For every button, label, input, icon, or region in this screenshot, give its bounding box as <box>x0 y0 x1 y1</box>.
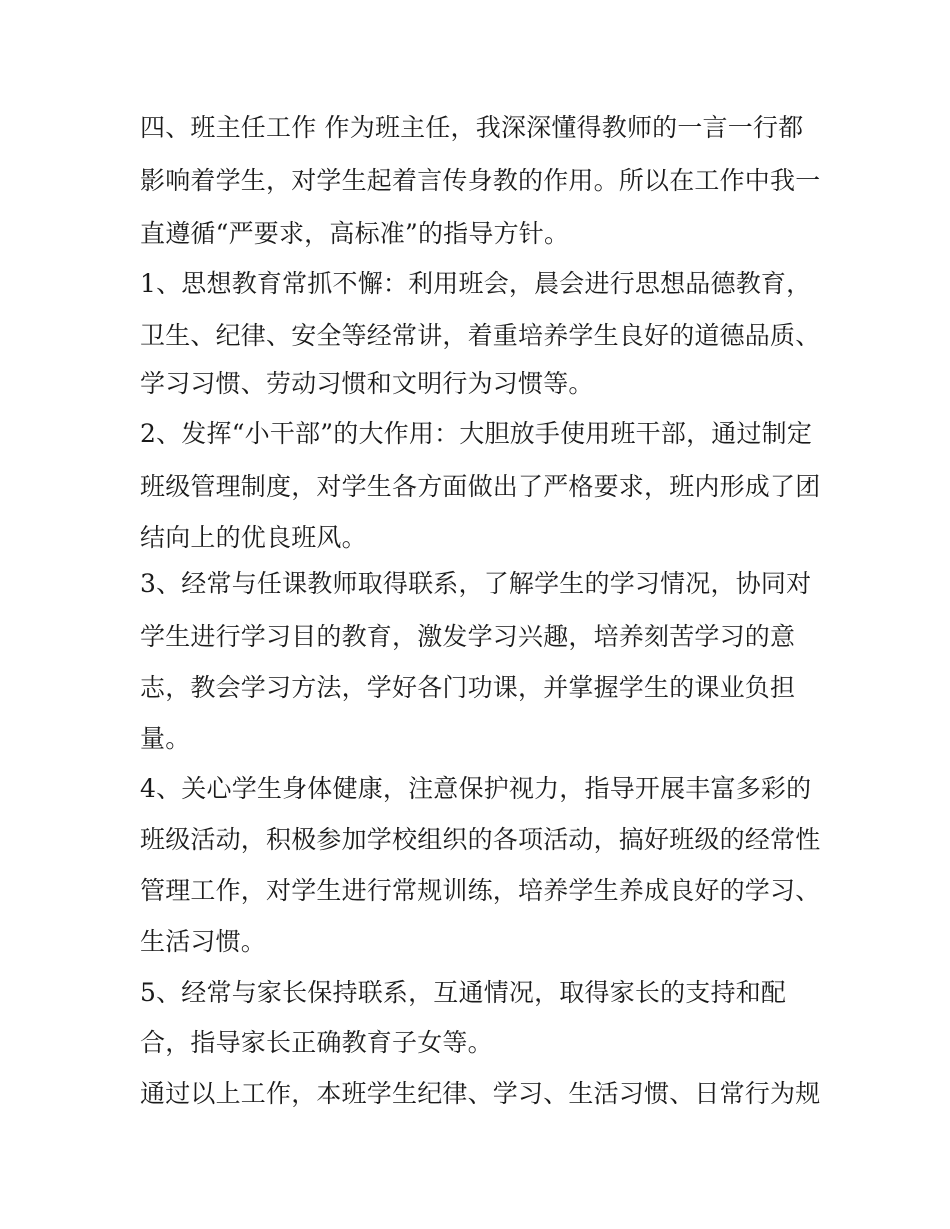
text-line: 卫生、纪律、安全等经常讲，着重培养学生良好的道德品质、 <box>140 321 821 350</box>
text-line: 量。 <box>140 724 191 753</box>
text-line: 5、经常与家长保持联系，互通情况，取得家长的支持和配 <box>140 978 787 1007</box>
text-line: 学生进行学习目的教育，激发学习兴趣，培养刻苦学习的意 <box>140 622 796 651</box>
text-line: 班级活动，积极参加学校组织的各项活动，搞好班级的经常性 <box>140 825 821 854</box>
text-line: 影响着学生，对学生起着言传身教的作用。所以在工作中我一 <box>140 166 821 195</box>
text-line: 1、思想教育常抓不懈：利用班会，晨会进行思想品德教育， <box>140 269 812 298</box>
text-line: 志，教会学习方法，学好各门功课，并掌握学生的课业负担 <box>140 673 796 702</box>
text-line: 生活习惯。 <box>140 927 267 956</box>
text-line: 班级管理制度，对学生各方面做出了严格要求，班内形成了团 <box>140 472 821 501</box>
text-line: 直遵循“严要求，高标准”的指导方针。 <box>140 219 570 248</box>
text-line: 管理工作，对学生进行常规训练，培养学生养成良好的学习、 <box>140 876 821 905</box>
text-line: 3、经常与任课教师取得联系，了解学生的学习情况，协同对 <box>140 569 812 598</box>
text-line: 学习习惯、劳动习惯和文明行为习惯等。 <box>140 369 594 398</box>
text-line: 合，指导家长正确教育子女等。 <box>140 1028 493 1057</box>
text-line: 四、班主任工作 作为班主任，我深深懂得教师的一言一行都 <box>140 113 804 142</box>
text-line: 结向上的优良班风。 <box>140 523 367 552</box>
text-line: 通过以上工作，本班学生纪律、学习、生活习惯、日常行为规 <box>140 1079 821 1108</box>
text-line: 4、关心学生身体健康，注意保护视力，指导开展丰富多彩的 <box>140 774 812 803</box>
text-line: 2、发挥“小干部”的大作用：大胆放手使用班干部，通过制定 <box>140 419 813 448</box>
